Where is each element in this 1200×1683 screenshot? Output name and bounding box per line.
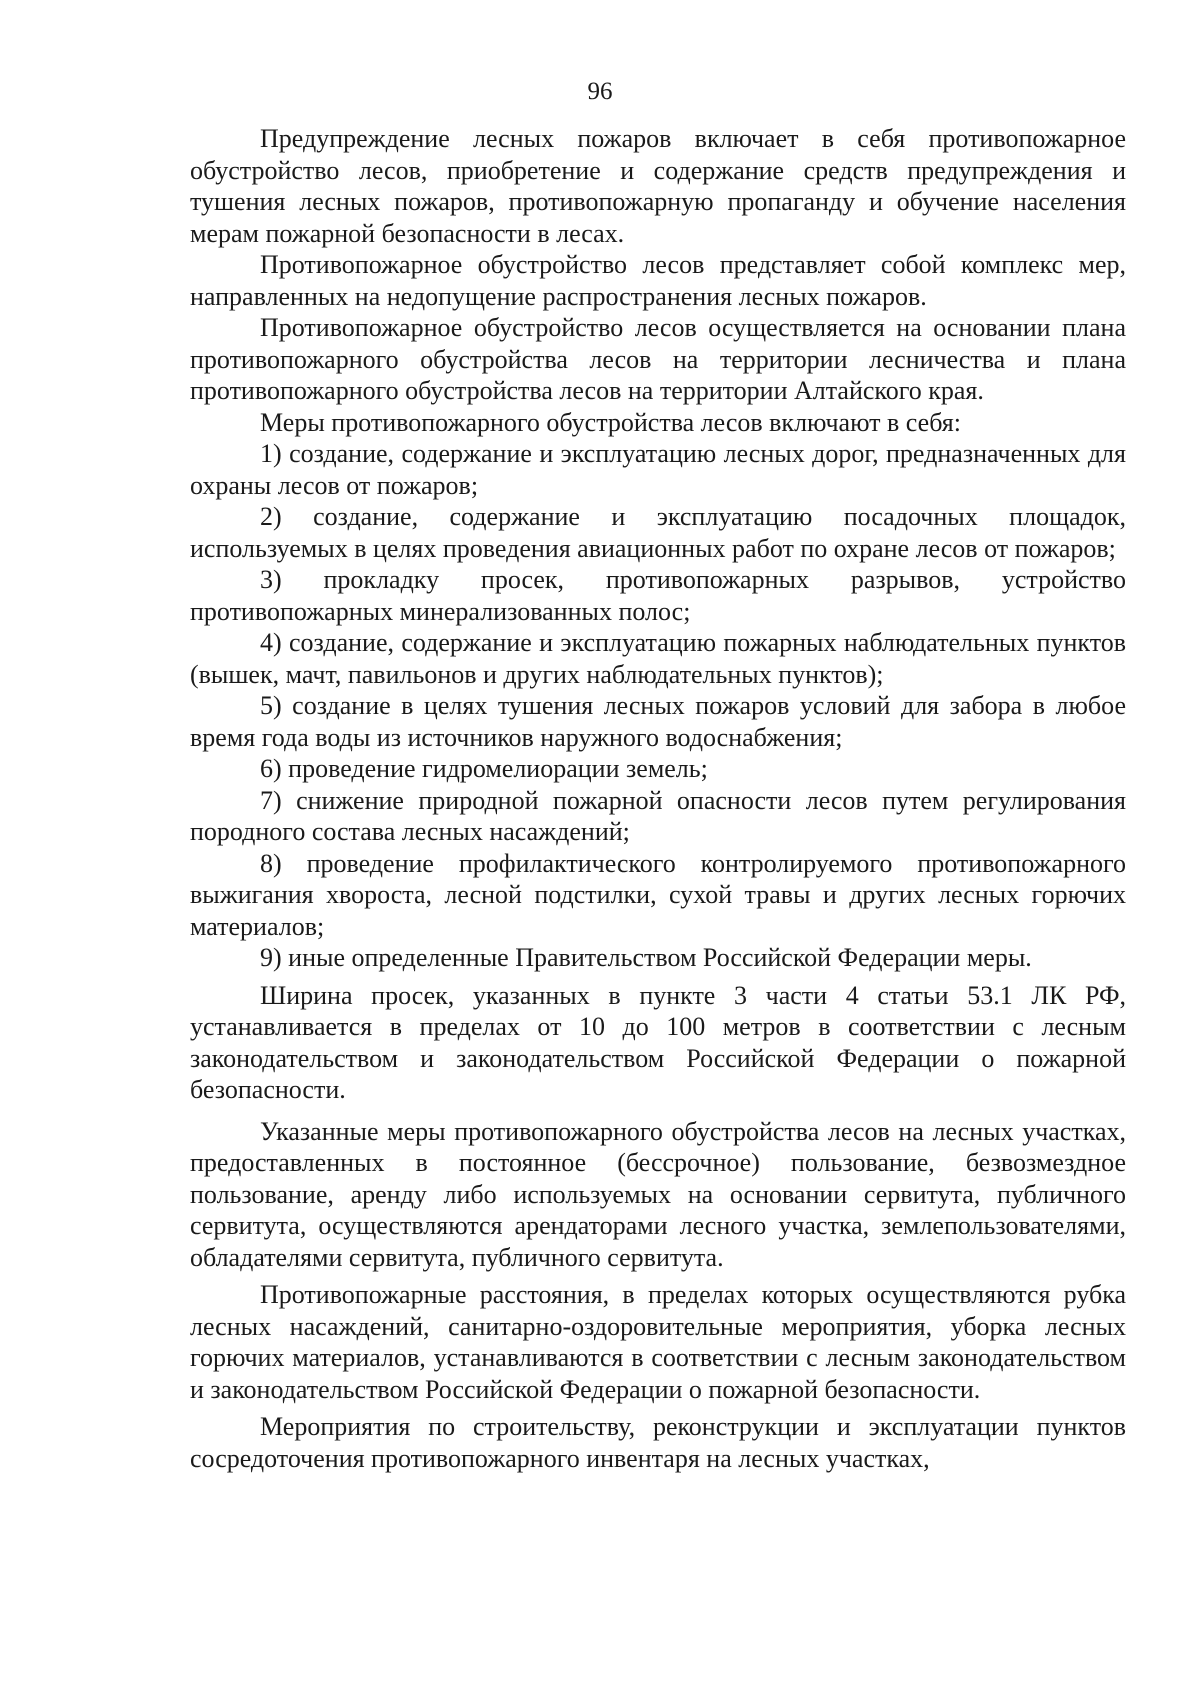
list-item-9: 9) иные определенные Правительством Российской Федерации меры. <box>260 943 1032 972</box>
paragraph-clearing-width: Ширина просек, указанных в пункте 3 части 4 статьи 53.1 ЛК РФ, устанавливается в пределах от 10 до 100 метров в соответствии с лесным законодательством и законодательством Российской Федерации о пожарной безопасности. <box>190 980 1126 1104</box>
paragraph-forest-fire-prevention: Предупреждение лесных пожаров включает в себя противопожарное обустройство лесов, приобретение и содержание средств предупреждения и тушения лесных пожаров, противопожарную пропаганду и обучение населения мерам пожарной безопасности в лесах. <box>190 124 1126 248</box>
list-item-4: 4) создание, содержание и эксплуатацию пожарных наблюдательных пунктов (вышек, мачт, павильонов и других наблюдательных пунктов); <box>190 628 1126 689</box>
page-number: 96 <box>587 78 613 105</box>
document-body <box>190 123 1126 1474</box>
list-item-7: 7) снижение природной пожарной опасности лесов путем регулирования породного состава лесных насаждений; <box>190 785 1126 846</box>
list-item-6: 6) проведение гидромелиорации земель; <box>260 754 708 783</box>
list-item-3: 3) прокладку просек, противопожарных разрывов, устройство противопожарных минерализованных полос; <box>190 565 1126 626</box>
paragraph-fire-arrangement-definition: Противопожарное обустройство лесов представляет собой комплекс мер, направленных на недопущение распространения лесных пожаров. <box>190 250 1126 311</box>
paragraph-leased-plots-measures: Указанные меры противопожарного обустройства лесов на лесных участках, предоставленных в постоянное (бессрочное) пользование, безвозмездное пользование, аренду либо используемых на основании сервитута, публичного сервитута, осуществляются арендаторами лесного участка, землепользователями, обладателями сервитута, публичного сервитута. <box>190 1116 1126 1272</box>
paragraph-fire-arrangement-basis: Противопожарное обустройство лесов осуществляется на основании плана противопожарного обустройства лесов на территории лесничества и плана противопожарного обустройства лесов на территории Алтайского края. <box>190 313 1126 405</box>
paragraph-measures-intro: Меры противопожарного обустройства лесов включают в себя: <box>260 407 961 437</box>
paragraph-fire-distances: Противопожарные расстояния, в пределах которых осуществляются рубка лесных насаждений, санитарно-оздоровительные мероприятия, уборка лесных горючих материалов, устанавливаются в соответствии с лесным законодательством и законодательством Российской Федерации о пожарной безопасности. <box>190 1280 1126 1404</box>
list-item-8: 8) проведение профилактического контролируемого противопожарного выжигания хвороста, лесной подстилки, сухой травы и других лесных горючих материалов; <box>190 848 1126 941</box>
list-item-5: 5) создание в целях тушения лесных пожаров условий для забора в любое время года воды из источников наружного водоснабжения; <box>190 691 1126 752</box>
paragraph-fire-equipment-points: Мероприятия по строительству, реконструкции и эксплуатации пунктов сосредоточения противопожарного инвентаря на лесных участках, <box>190 1412 1126 1473</box>
list-item-1: 1) создание, содержание и эксплуатацию лесных дорог, предназначенных для охраны лесов от пожаров; <box>190 439 1126 500</box>
list-item-2: 2) создание, содержание и эксплуатацию посадочных площадок, используемых в целях проведения авиационных работ по охране лесов от пожаров; <box>190 502 1126 563</box>
